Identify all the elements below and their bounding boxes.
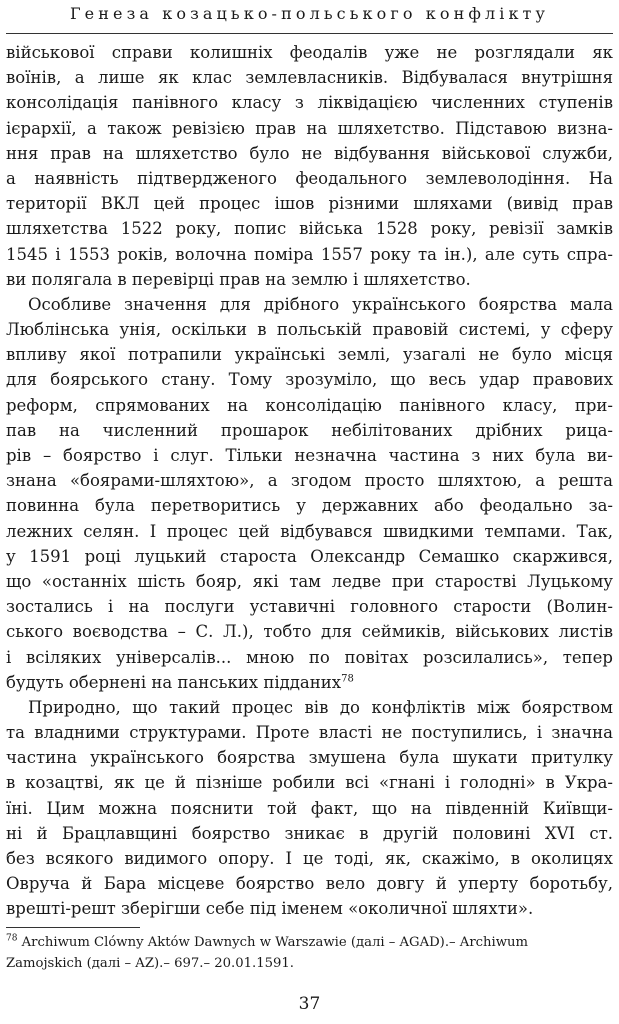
text-line: в козацтві, як це й пізніше робили всі «гнані і голодні» в Укра- [6, 773, 613, 793]
text-line: та владними структурами. Проте власті не поступились, і значна [6, 723, 613, 743]
text-line: Природно, що такий процес вів до конфліктів між боярством [28, 697, 613, 717]
text-line: лежних селян. І процес цей відбувався швидкими темпами. Так, [6, 521, 613, 541]
footnote-reference[interactable]: 78 [341, 673, 354, 685]
text-line: впливу якої потрапили українські землі, узагалі не було місця [6, 345, 613, 365]
paragraph [6, 40, 613, 292]
text-line: врешті-решт зберігши себе під іменем «околичної шляхти». [6, 899, 534, 919]
paragraph [6, 292, 613, 695]
text-line: ння прав на шляхетство було не відбування військової служби, [6, 143, 613, 163]
footnote-line [6, 932, 613, 953]
text-line: для боярського стану. Тому зрозуміло, що весь удар правових [6, 370, 613, 390]
footnote-line [6, 953, 613, 974]
text-line: що «останніх шість бояр, які там ледве при старостві Луцькому [6, 571, 613, 591]
text-line: і всіляких універсалів... мною по повітах розсилались», тепер [6, 647, 613, 667]
text-line: реформ, спрямованих на консолідацію панівного класу, при- [6, 395, 613, 415]
paragraph [6, 695, 613, 922]
text-line: ні й Брацлавщині боярство зникає в другій половині XVI ст. [6, 823, 613, 843]
text-line: пав на численний прошарок небілітованих дрібних рица- [6, 420, 613, 440]
footnote [6, 932, 613, 974]
text-line: Люблінська унія, оскільки в польській правовій системі, у сферу [6, 320, 613, 340]
text-line: їні. Цим можна пояснити той факт, що на південній Київщи- [6, 798, 613, 818]
page-number: 37 [298, 994, 321, 1014]
text-line: військової справи колишніх феодалів уже не розглядали як [6, 43, 613, 62]
text-line: консолідація панівного класу з ліквідацією численних ступенів [6, 93, 613, 113]
footnote-text-1: Archiwum Clówny Aktów Dawnych w Warszawie (далі – AGAD).– Archiwum [17, 935, 529, 950]
text-line: Особливе значення для дрібного українського боярства мала [28, 294, 613, 314]
footnote-rule [6, 927, 140, 928]
text-line: а наявність підтвердженого феодального землеволодіння. На [6, 168, 613, 188]
header-rule [6, 33, 613, 34]
running-head: Генеза козацько-польського конфлікту [69, 4, 550, 23]
text-line: будуть обернені на панських підданих$^{78}$ [6, 672, 354, 692]
text-line: частина українського боярства змушена була шукати притулку [6, 748, 613, 768]
text-line: 1545 і 1553 років, волочна поміра 1557 року та ін.), але суть спра- [6, 244, 613, 264]
text-line: ієрархії, а також ревізією прав на шляхетство. Підставою визна- [6, 118, 613, 138]
text-line: Овруча й Бара місцеве боярство вело довгу й уперту боротьбу, [6, 874, 613, 894]
text-line: шляхетства 1522 року, попис війська 1528 року, ревізії замків [6, 219, 613, 239]
footnote-text-2: Zamojskich (далі – AZ).– 697.– 20.01.1591. [6, 956, 294, 971]
text-line: воїнів, а лише як клас землевласників. Відбувалася внутрішня [6, 68, 613, 88]
text-line: ського воєводства – С. Л.), тобто для сеймиків, військових листів [6, 622, 613, 642]
text-line: території ВКЛ цей процес ішов різними шляхами (вивід прав [6, 194, 613, 214]
text-line: повинна була перетворитись у державних або феодально за- [6, 496, 613, 516]
text-line: рів – боярство і слуг. Тільки незначна частина з них була ви- [6, 446, 613, 465]
footnote-number: 78 [6, 933, 18, 944]
text-line: ви полягала в перевірці прав на землю і шляхетство. [6, 269, 471, 289]
text-line: без всякого видимого опору. І це тоді, як, скажімо, в околицях [6, 849, 613, 868]
text-line: у 1591 році луцький староста Олександр Семашко скаржився, [6, 546, 613, 566]
text-line: знана «боярами-шляхтою», а згодом просто шляхтою, а решта [6, 471, 613, 491]
body-text [6, 40, 613, 922]
text-line: зостались і на послуги уставичні головного старости (Волин- [6, 597, 613, 617]
